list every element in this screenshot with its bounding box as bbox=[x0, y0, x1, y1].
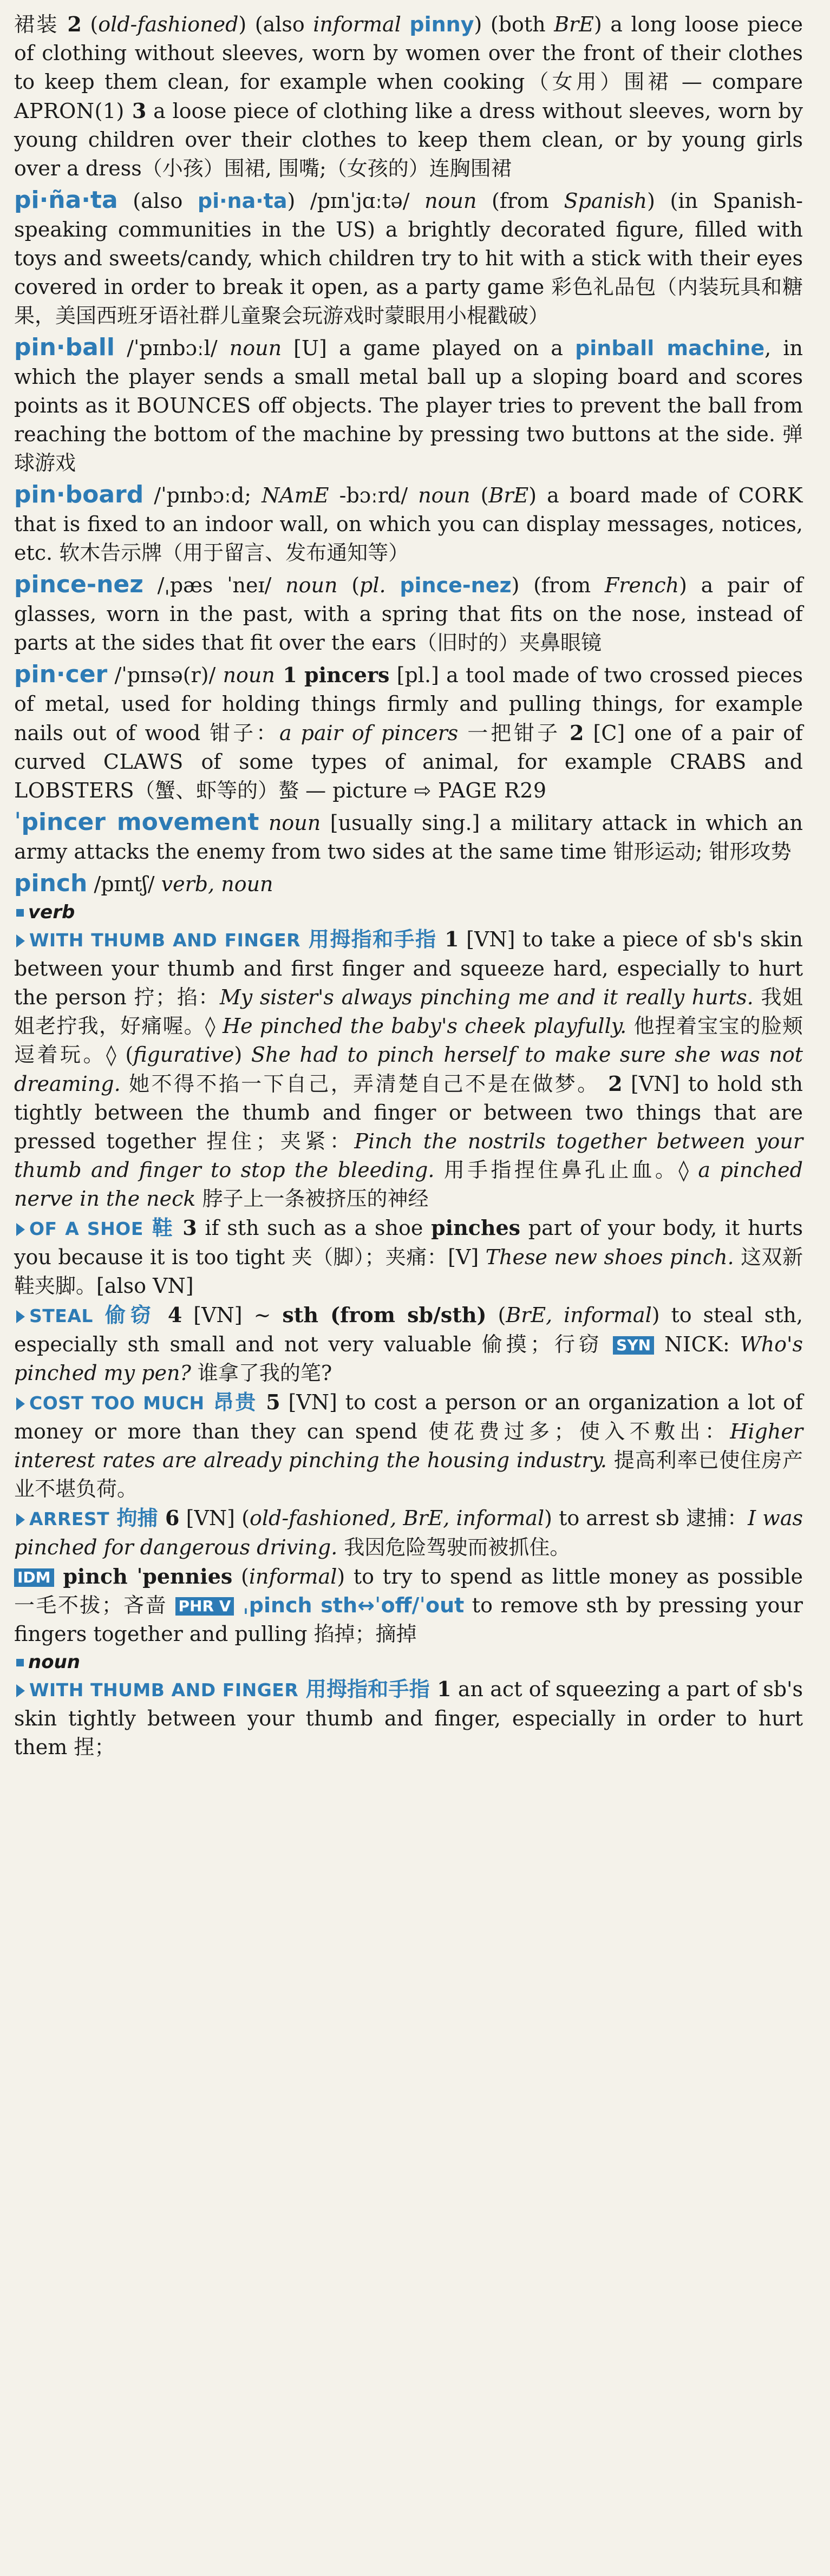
entry-pinafore-continued bbox=[14, 10, 803, 183]
entry-pincer-movement bbox=[14, 808, 803, 866]
headword: pin·cer bbox=[14, 661, 108, 688]
pronunciation: /ˌpæs ˈneɪ/ bbox=[143, 573, 286, 597]
example: He pinched the baby's cheek playfully. bbox=[222, 1014, 627, 1038]
headword: pince-nez bbox=[14, 571, 143, 598]
definition: ) to arrest sb 逮捕： bbox=[544, 1506, 748, 1530]
plural-form: pince-nez bbox=[400, 573, 512, 597]
example: I was pinched for dangerous driving. bbox=[14, 1506, 803, 1559]
definition: ) a pair of glasses, worn in the past, with a spring that fits on the nose, instead of parts at the sides that fit over the ears（旧时的）夹鼻眼镜 bbox=[14, 573, 803, 655]
headword: ˈpincer movement bbox=[14, 808, 259, 836]
xref-pinball-machine[interactable]: pinball machine bbox=[575, 336, 765, 360]
triangle-icon bbox=[16, 1223, 25, 1236]
definition: off objects. The player tries to prevent the ball from reaching the bottom of the machine by pressing two buttons at the side. 弹球游戏 bbox=[14, 394, 803, 475]
region-label: BrE bbox=[488, 483, 529, 507]
sense-number: 3 bbox=[124, 99, 147, 123]
xref-nick[interactable]: NICK bbox=[654, 1332, 723, 1356]
sense-number: 1 bbox=[275, 663, 297, 687]
definition: ) a long loose piece of clothing without sleeves, worn by women over the front of their clothes to keep them clean, for example when cooking（女用）围裙 — compare bbox=[14, 12, 803, 94]
text: ) bbox=[234, 1043, 251, 1067]
sense-number: 2 bbox=[67, 12, 82, 36]
sense-with-thumb bbox=[14, 925, 803, 1213]
definition: if sth such as a shoe bbox=[197, 1216, 432, 1240]
form-pinches: pinches bbox=[431, 1215, 521, 1240]
translation: 她不得不掐一下自己，弄清楚自己不是在做梦。 bbox=[120, 1072, 609, 1096]
translation: （蟹、虾等的）螯 — picture bbox=[134, 779, 414, 802]
section-noun: noun bbox=[14, 1650, 803, 1675]
shortcut-label: COST TOO MUCH bbox=[29, 1392, 205, 1414]
definition: [C] one of a pair of curved bbox=[14, 721, 803, 774]
triangle-icon bbox=[16, 1397, 25, 1410]
noun-sense-with-thumb bbox=[14, 1675, 803, 1762]
definition: ) a board made of bbox=[528, 483, 738, 507]
shortcut-label: STEAL bbox=[29, 1305, 93, 1326]
shortcut-label: OF A SHOE bbox=[29, 1218, 143, 1239]
idiom-phrase: pinch ˈpennies bbox=[54, 1564, 233, 1588]
headword: pi·ña·ta bbox=[14, 186, 118, 214]
pos-label: noun bbox=[268, 811, 321, 835]
plural-label: pl. bbox=[360, 573, 386, 597]
grammar: [VN] ( bbox=[179, 1506, 250, 1530]
entry-pinata bbox=[14, 186, 803, 330]
pos-label: noun bbox=[223, 663, 275, 687]
headword: pin·ball bbox=[14, 334, 115, 361]
xref-pinny[interactable]: pinny bbox=[409, 12, 474, 36]
xref-claws[interactable]: CLAWS bbox=[103, 750, 184, 774]
register-label: BrE, informal bbox=[506, 1303, 652, 1327]
entry-pince-nez bbox=[14, 570, 803, 657]
xref-lobsters[interactable]: LOBSTERS bbox=[14, 779, 135, 802]
definition: [U] a game played on a bbox=[282, 336, 576, 360]
pos-label: noun bbox=[418, 483, 470, 507]
xref-bounces[interactable]: BOUNCES bbox=[136, 394, 251, 417]
variant-headword: pi·na·ta bbox=[197, 189, 287, 213]
label-figurative: figurative bbox=[133, 1043, 234, 1067]
region-label: NAmE bbox=[262, 483, 329, 507]
section-verb: verb bbox=[14, 900, 803, 925]
phrv-badge: PHR V bbox=[175, 1597, 234, 1616]
definition: to remove sth by pressing your fingers together and pulling 掐掉；摘掉 bbox=[14, 1593, 803, 1646]
definition: that is fixed to an indoor wall, on which you can display messages, notices, etc. 软木告示牌（用于留言、发布通知等） bbox=[14, 512, 803, 565]
example: a pinched nerve in the neck bbox=[14, 1158, 803, 1211]
text: : bbox=[723, 1332, 740, 1356]
text: (from bbox=[476, 189, 564, 213]
text: ( bbox=[486, 1303, 506, 1327]
sense-number: 2 bbox=[570, 721, 584, 745]
form-pincers: pincers bbox=[304, 663, 390, 687]
headword: pinch bbox=[14, 869, 88, 897]
sense-number: 5 bbox=[266, 1390, 280, 1414]
translation: 我因危险驾驶而被抓住。 bbox=[337, 1535, 571, 1559]
shortcut-translation: 拘捕 bbox=[109, 1506, 166, 1530]
definition: an act of squeezing a part of sb's skin tightly between your thumb and finger, especially in order to hurt them 捏； bbox=[14, 1677, 803, 1759]
example: These new shoes pinch. bbox=[485, 1245, 734, 1269]
text: ( bbox=[81, 12, 99, 36]
definition: ) to steal sth, especially sth small and not very valuable 偷摸；行窃 bbox=[14, 1303, 803, 1356]
sense-number: 2 bbox=[608, 1071, 623, 1096]
shortcut-translation: 用拇指和手指 bbox=[300, 927, 445, 951]
definition: of some types of animal, for example bbox=[183, 750, 670, 774]
xref-page[interactable]: PAGE R29 bbox=[431, 779, 547, 802]
pronunciation: -bɔːrd/ bbox=[329, 483, 419, 507]
triangle-icon bbox=[16, 1513, 25, 1526]
definition: [VN] to take a piece of sb's skin between your thumb and first finger and squeeze hard, especially to hurt the person 拧；掐： bbox=[14, 927, 803, 1009]
label-bre: BrE bbox=[554, 12, 594, 36]
syn-badge: SYN bbox=[613, 1336, 654, 1355]
sense-number: 6 bbox=[165, 1506, 180, 1530]
pos-label: verb, noun bbox=[161, 872, 273, 896]
shortcut-translation: 用拇指和手指 bbox=[298, 1677, 437, 1701]
text: ) (from bbox=[511, 573, 605, 597]
label-old-fashioned: old-fashioned bbox=[98, 12, 239, 36]
sense-number: 1 bbox=[445, 927, 459, 951]
sense-arrest bbox=[14, 1503, 803, 1562]
pos-label: noun bbox=[424, 189, 477, 213]
definition: , in which the player sends a small metal ball up a sloping board and scores points as it bbox=[14, 336, 803, 417]
sense-of-a-shoe bbox=[14, 1213, 803, 1300]
sense-steal bbox=[14, 1300, 803, 1388]
phrasal-verb: ˌpinch sth↔ˈoff/ˈout bbox=[234, 1593, 465, 1617]
label-informal: informal bbox=[313, 12, 401, 36]
headword: pin·board bbox=[14, 481, 144, 508]
shortcut-translation: 昂贵 bbox=[204, 1390, 266, 1414]
entry-pinball bbox=[14, 333, 803, 478]
translation: 脖子上一条被挤压的神经 bbox=[195, 1187, 429, 1211]
triangle-icon bbox=[16, 1684, 25, 1697]
translation: 用手指捏住鼻孔止血。◊ bbox=[434, 1158, 698, 1182]
text bbox=[259, 811, 269, 835]
xref-cork[interactable]: CORK bbox=[738, 483, 803, 507]
text bbox=[386, 573, 400, 597]
sense-number: 4 bbox=[167, 1303, 182, 1327]
triangle-icon bbox=[16, 1310, 25, 1323]
translation: 谁拿了我的笔? bbox=[191, 1361, 332, 1385]
pattern: sth (from sb/sth) bbox=[282, 1303, 487, 1327]
translation: 这双新鞋夹脚。[also VN] bbox=[14, 1245, 803, 1298]
pos-label: noun bbox=[229, 336, 282, 360]
sense-number: 3 bbox=[182, 1215, 197, 1240]
text: and bbox=[746, 750, 803, 774]
sense-number: 1 bbox=[437, 1677, 452, 1701]
translation: 我姐姐老拧我，好痛喔。◊ bbox=[14, 985, 803, 1038]
cont-text: 裙装 bbox=[14, 12, 68, 36]
entry-pinboard bbox=[14, 480, 803, 567]
definition: [pl.] a tool made of two crossed pieces of metal, used for holding things firmly and pulling things, for example nails out of wood 钳子： bbox=[14, 663, 803, 745]
arrow-right-icon: ⇨ bbox=[414, 779, 432, 802]
xref-apron[interactable]: APRON(1) bbox=[14, 99, 125, 123]
shortcut-translation: 鞋 bbox=[143, 1216, 183, 1240]
origin-label: Spanish bbox=[564, 189, 648, 213]
register-label: old-fashioned, BrE, informal bbox=[249, 1506, 545, 1530]
entry-pinch bbox=[14, 869, 803, 899]
shortcut-label: WITH THUMB AND FINGER bbox=[29, 930, 301, 951]
text: ) (both bbox=[474, 12, 554, 36]
translation: 提高利率已使住房产业不堪负荷。 bbox=[14, 1448, 803, 1501]
entry-pincer bbox=[14, 660, 803, 805]
idioms-block bbox=[14, 1562, 803, 1649]
text: ( bbox=[337, 573, 360, 597]
sense-cost-too-much bbox=[14, 1388, 803, 1503]
definition: ) (in Spanish-speaking communities in the US) a brightly decorated figure, filled with toys and sweets/candy, which children try to hit with a stick with their eyes covered in order to break it open, as a party game 彩色礼品包（内装玩具和糖果，美国西班牙语社群儿童聚会玩游戏时蒙眼用小棍戳破） bbox=[14, 189, 803, 328]
xref-crabs[interactable]: CRABS bbox=[670, 750, 747, 774]
origin-label: French bbox=[604, 573, 679, 597]
text: (also bbox=[117, 189, 198, 213]
register-label: informal bbox=[249, 1565, 337, 1588]
definition: part of your body, it hurts you because it is too tight 夹（脚）；夹痛：[V] bbox=[14, 1216, 803, 1269]
example: Pinch the nostrils together between your thumb and finger to stop the bleeding. bbox=[14, 1129, 803, 1182]
idm-badge: IDM bbox=[14, 1568, 54, 1587]
definition: [VN] to cost a person or an organization a lot of money or more than they can spend 使花费过多；使入不敷出： bbox=[14, 1390, 803, 1443]
pronunciation: /ˈpɪnbɔːl/ bbox=[114, 336, 230, 360]
shortcut-label: WITH THUMB AND FINGER bbox=[29, 1679, 299, 1701]
example: Who's pinched my pen? bbox=[14, 1332, 803, 1385]
pronunciation: ) /pɪnˈjɑːtə/ bbox=[287, 189, 425, 213]
text: ( bbox=[470, 483, 489, 507]
grammar: [VN] ~ bbox=[182, 1303, 283, 1327]
pronunciation: /pɪntʃ/ bbox=[87, 872, 161, 896]
definition: a loose piece of clothing like a dress without sleeves, worn by young children over their clothes to keep them clean, or by young girls over a dress（小孩）围裙, 围嘴;（女孩的）连胸围裙 bbox=[14, 99, 803, 180]
example: Higher interest rates are already pinching the housing industry. bbox=[14, 1420, 803, 1472]
definition: ) to try to spend as little money as possible 一毛不拔；吝啬 bbox=[14, 1565, 803, 1617]
translation: 他捏着宝宝的脸颊逗着玩。◊ ( bbox=[14, 1014, 803, 1067]
shortcut-label: ARREST bbox=[29, 1508, 110, 1529]
example: a pair of pincers bbox=[279, 721, 459, 745]
text: ) (also bbox=[238, 12, 313, 36]
definition: [usually sing.] a military attack in which an army attacks the enemy from two sides at the same time 钳形运动; 钳形攻势 bbox=[14, 811, 803, 864]
pronunciation: /ˈpɪnbɔːd; bbox=[143, 483, 262, 507]
example: My sister's always pinching me and it really hurts. bbox=[219, 985, 754, 1009]
pronunciation: /ˈpɪnsə(r)/ bbox=[107, 663, 223, 687]
pos-label: noun bbox=[285, 573, 338, 597]
text bbox=[297, 663, 304, 687]
shortcut-translation: 偷窃 bbox=[93, 1303, 168, 1327]
example: She had to pinch herself to make sure she was not dreaming. bbox=[14, 1043, 803, 1096]
definition: [VN] to hold sth tightly between the thumb and finger or between two things that are pressed together 捏住；夹紧： bbox=[14, 1072, 803, 1153]
translation: 一把钳子 bbox=[458, 721, 570, 745]
text: ( bbox=[232, 1565, 249, 1588]
triangle-icon bbox=[16, 934, 25, 947]
